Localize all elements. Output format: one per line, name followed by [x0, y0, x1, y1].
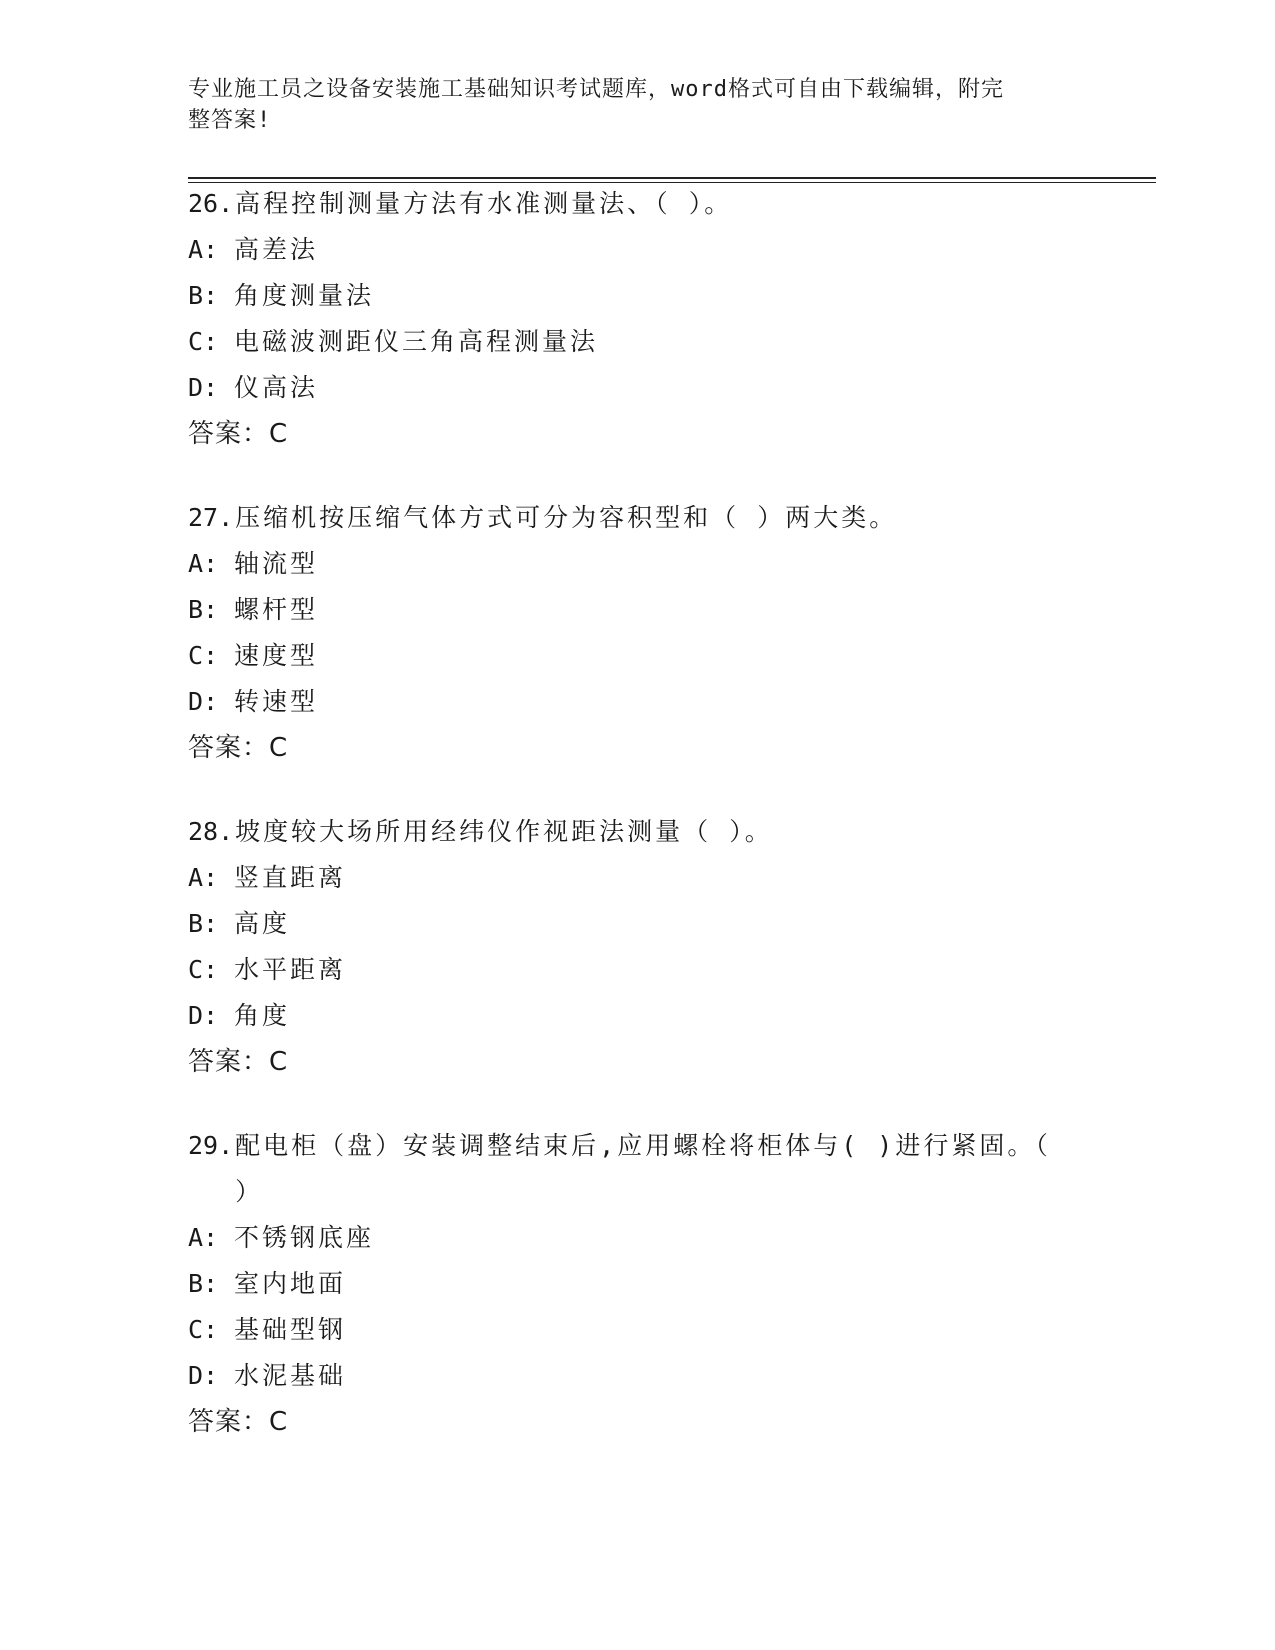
question-text: 坡度较大场所用经纬仪作视距法测量（ ）。 — [235, 817, 773, 846]
option-b — [188, 587, 1088, 633]
option-key: B: — [188, 595, 219, 624]
answer-line: 答案：C — [188, 733, 289, 763]
question-text: 配电柜（盘）安装调整结束后,应用螺栓将柜体与( )进行紧固。（ ） — [235, 1131, 1069, 1206]
option-d — [188, 993, 1088, 1039]
question-28 — [188, 809, 1088, 1085]
option-key: B: — [188, 909, 219, 938]
question-stem — [188, 809, 1088, 855]
option-key: D: — [188, 1001, 219, 1030]
option-text: 轴流型 — [234, 549, 319, 578]
question-number: 26. — [188, 189, 234, 218]
option-key: D: — [188, 687, 219, 716]
option-text: 电磁波测距仪三角高程测量法 — [234, 327, 599, 356]
header-line-1: 专业施工员之设备安装施工基础知识考试题库，word格式可自由下载编辑，附完 — [188, 77, 1004, 102]
option-key: C: — [188, 641, 219, 670]
option-key: A: — [188, 549, 219, 578]
option-text: 角度 — [234, 1001, 291, 1030]
option-key: C: — [188, 1315, 219, 1344]
option-c — [188, 1307, 1088, 1353]
option-b — [188, 273, 1088, 319]
option-key: B: — [188, 281, 219, 310]
option-c — [188, 633, 1088, 679]
question-stem — [188, 495, 1088, 541]
option-text: 转速型 — [234, 687, 319, 716]
option-text: 水泥基础 — [234, 1361, 347, 1390]
question-27 — [188, 495, 1088, 771]
option-key: D: — [188, 373, 219, 402]
option-d — [188, 365, 1088, 411]
option-text: 不锈钢底座 — [234, 1223, 375, 1252]
question-stem — [188, 1123, 1088, 1215]
option-key: A: — [188, 235, 219, 264]
question-26 — [188, 181, 1088, 457]
question-29 — [188, 1123, 1088, 1445]
answer-line: 答案：C — [188, 1407, 289, 1437]
option-text: 螺杆型 — [234, 595, 319, 624]
option-key: A: — [188, 863, 219, 892]
option-text: 基础型钢 — [234, 1315, 347, 1344]
option-c — [188, 947, 1088, 993]
option-c — [188, 319, 1088, 365]
option-key: C: — [188, 327, 219, 356]
option-b — [188, 901, 1088, 947]
option-d — [188, 1353, 1088, 1399]
option-key: D: — [188, 1361, 219, 1390]
option-text: 仪高法 — [234, 373, 319, 402]
question-stem — [188, 181, 1088, 227]
header-divider-thick — [188, 177, 1156, 179]
option-key: C: — [188, 955, 219, 984]
option-text: 角度测量法 — [234, 281, 375, 310]
question-text: 高程控制测量方法有水准测量法、（ ）。 — [235, 189, 733, 218]
option-a — [188, 855, 1088, 901]
option-a — [188, 1215, 1088, 1261]
question-number: 29. — [188, 1131, 234, 1160]
question-text: 压缩机按压缩气体方式可分为容积型和（ ）两大类。 — [235, 503, 898, 532]
option-text: 高差法 — [234, 235, 319, 264]
question-number: 27. — [188, 503, 234, 532]
answer-line: 答案：C — [188, 1047, 289, 1077]
option-text: 高度 — [234, 909, 291, 938]
option-b — [188, 1261, 1088, 1307]
header-line-2: 整答案! — [188, 108, 272, 133]
option-text: 竖直距离 — [234, 863, 347, 892]
question-number: 28. — [188, 817, 234, 846]
option-a — [188, 541, 1088, 587]
option-a — [188, 227, 1088, 273]
option-key: B: — [188, 1269, 219, 1298]
option-text: 速度型 — [234, 641, 319, 670]
option-text: 水平距离 — [234, 955, 347, 984]
answer-line: 答案：C — [188, 419, 289, 449]
option-d — [188, 679, 1088, 725]
option-text: 室内地面 — [234, 1269, 347, 1298]
option-key: A: — [188, 1223, 219, 1252]
document-header — [188, 74, 1068, 136]
